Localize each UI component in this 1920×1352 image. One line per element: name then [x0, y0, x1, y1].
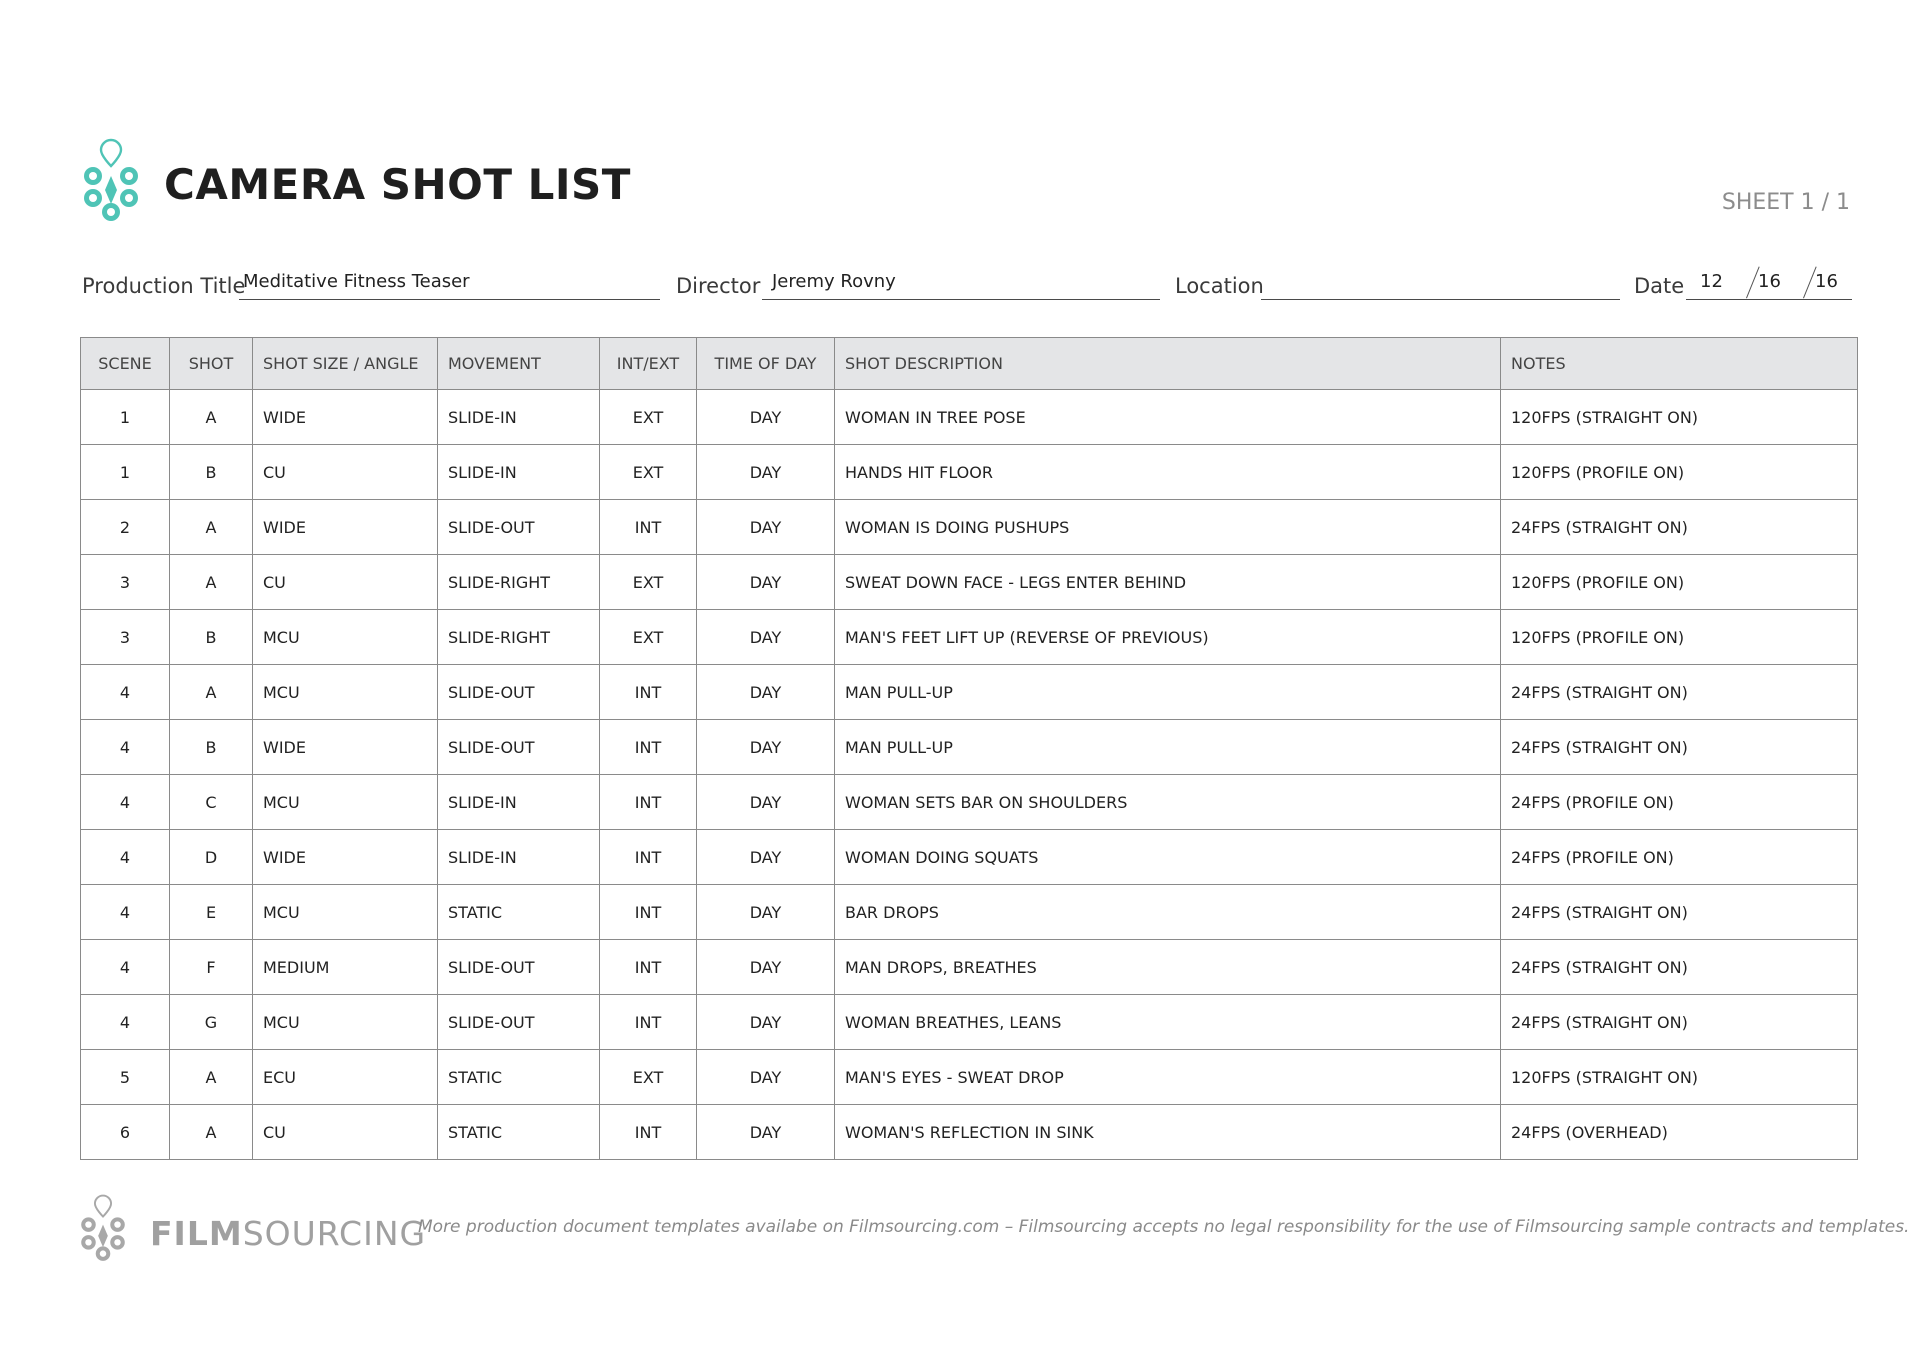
cell-int-ext: EXT — [600, 555, 697, 610]
cell-movement: SLIDE-OUT — [438, 995, 600, 1050]
production-title-label: Production Title — [82, 274, 246, 298]
table-row — [81, 775, 1858, 830]
cell-description: WOMAN IS DOING PUSHUPS — [835, 500, 1501, 555]
cell-movement: SLIDE-RIGHT — [438, 555, 600, 610]
cell-scene: 4 — [81, 940, 170, 995]
table-row — [81, 610, 1858, 665]
cell-scene: 1 — [81, 390, 170, 445]
cell-int-ext: INT — [600, 500, 697, 555]
cell-int-ext: EXT — [600, 390, 697, 445]
filmsourcing-brand — [150, 1214, 426, 1253]
date-line — [1686, 299, 1852, 300]
cell-notes: 24FPS (PROFILE ON) — [1501, 830, 1858, 885]
cell-int-ext: INT — [600, 885, 697, 940]
cell-description: WOMAN BREATHES, LEANS — [835, 995, 1501, 1050]
cell-description: WOMAN'S REFLECTION IN SINK — [835, 1105, 1501, 1160]
brand-bold: FILM — [150, 1214, 243, 1253]
table-row — [81, 940, 1858, 995]
cell-movement: SLIDE-OUT — [438, 940, 600, 995]
cell-movement: STATIC — [438, 1105, 600, 1160]
cell-notes: 120FPS (PROFILE ON) — [1501, 445, 1858, 500]
cell-shot-size: ECU — [253, 1050, 438, 1105]
table-row — [81, 500, 1858, 555]
cell-time-of-day: DAY — [697, 500, 835, 555]
cell-shot: B — [170, 720, 253, 775]
cell-movement: STATIC — [438, 885, 600, 940]
date-month: 12 — [1700, 271, 1723, 292]
cell-shot: B — [170, 445, 253, 500]
cell-scene: 5 — [81, 1050, 170, 1105]
date-label: Date — [1634, 274, 1685, 298]
cell-shot-size: MCU — [253, 665, 438, 720]
table-row — [81, 1050, 1858, 1105]
cell-shot-size: CU — [253, 555, 438, 610]
cell-notes: 24FPS (STRAIGHT ON) — [1501, 720, 1858, 775]
cell-shot-size: WIDE — [253, 720, 438, 775]
cell-scene: 4 — [81, 830, 170, 885]
cell-time-of-day: DAY — [697, 775, 835, 830]
brand-light: SOURCING — [242, 1214, 427, 1253]
col-header-time-of-day: TIME OF DAY — [697, 338, 835, 390]
cell-description: WOMAN DOING SQUATS — [835, 830, 1501, 885]
cell-description: MAN DROPS, BREATHES — [835, 940, 1501, 995]
cell-notes: 24FPS (PROFILE ON) — [1501, 775, 1858, 830]
cell-description: MAN'S FEET LIFT UP (REVERSE OF PREVIOUS) — [835, 610, 1501, 665]
cell-movement: SLIDE-IN — [438, 445, 600, 500]
cell-notes: 24FPS (STRAIGHT ON) — [1501, 995, 1858, 1050]
cell-description: WOMAN SETS BAR ON SHOULDERS — [835, 775, 1501, 830]
cell-movement: SLIDE-IN — [438, 775, 600, 830]
cell-time-of-day: DAY — [697, 720, 835, 775]
cell-scene: 4 — [81, 665, 170, 720]
cell-movement: SLIDE-IN — [438, 390, 600, 445]
col-header-shot: SHOT — [170, 338, 253, 390]
cell-description: MAN PULL-UP — [835, 720, 1501, 775]
cell-scene: 4 — [81, 995, 170, 1050]
col-header-notes: NOTES — [1501, 338, 1858, 390]
cell-shot: E — [170, 885, 253, 940]
cell-notes: 120FPS (PROFILE ON) — [1501, 555, 1858, 610]
cell-movement: SLIDE-RIGHT — [438, 610, 600, 665]
table-row — [81, 390, 1858, 445]
cell-time-of-day: DAY — [697, 665, 835, 720]
cell-shot: A — [170, 500, 253, 555]
col-header-shot-description: SHOT DESCRIPTION — [835, 338, 1501, 390]
production-title-line — [239, 299, 660, 300]
table-row — [81, 830, 1858, 885]
cell-scene: 3 — [81, 555, 170, 610]
director-value: Jeremy Rovny — [772, 271, 896, 292]
cell-notes: 24FPS (STRAIGHT ON) — [1501, 885, 1858, 940]
cell-movement: SLIDE-OUT — [438, 720, 600, 775]
cell-notes: 24FPS (STRAIGHT ON) — [1501, 665, 1858, 720]
cell-shot: D — [170, 830, 253, 885]
cell-scene: 3 — [81, 610, 170, 665]
cell-description: BAR DROPS — [835, 885, 1501, 940]
cell-scene: 1 — [81, 445, 170, 500]
production-title-value: Meditative Fitness Teaser — [243, 271, 470, 292]
cell-scene: 6 — [81, 1105, 170, 1160]
cell-scene: 4 — [81, 720, 170, 775]
table-row — [81, 1105, 1858, 1160]
col-header-shot-size: SHOT SIZE / ANGLE — [253, 338, 438, 390]
col-header-movement: MOVEMENT — [438, 338, 600, 390]
director-field[interactable] — [676, 262, 1160, 302]
cell-time-of-day: DAY — [697, 390, 835, 445]
table-header-row — [81, 338, 1858, 390]
cell-int-ext: INT — [600, 995, 697, 1050]
cell-shot-size: WIDE — [253, 390, 438, 445]
cell-notes: 120FPS (STRAIGHT ON) — [1501, 390, 1858, 445]
cell-int-ext: INT — [600, 830, 697, 885]
cell-notes: 24FPS (STRAIGHT ON) — [1501, 500, 1858, 555]
filmsourcing-footer-logo-icon — [78, 1192, 128, 1262]
cell-time-of-day: DAY — [697, 445, 835, 500]
cell-scene: 4 — [81, 885, 170, 940]
cell-description: SWEAT DOWN FACE - LEGS ENTER BEHIND — [835, 555, 1501, 610]
director-label: Director — [676, 274, 761, 298]
cell-shot-size: CU — [253, 445, 438, 500]
cell-shot-size: MCU — [253, 610, 438, 665]
col-header-int-ext: INT/EXT — [600, 338, 697, 390]
cell-time-of-day: DAY — [697, 555, 835, 610]
cell-shot: A — [170, 1050, 253, 1105]
cell-shot-size: CU — [253, 1105, 438, 1160]
production-title-field[interactable] — [82, 262, 662, 302]
table-row — [81, 885, 1858, 940]
date-day: 16 — [1758, 271, 1781, 292]
cell-shot: A — [170, 665, 253, 720]
cell-time-of-day: DAY — [697, 995, 835, 1050]
table-row — [81, 665, 1858, 720]
cell-time-of-day: DAY — [697, 940, 835, 995]
cell-movement: SLIDE-OUT — [438, 500, 600, 555]
cell-int-ext: INT — [600, 665, 697, 720]
location-field[interactable] — [1175, 262, 1620, 302]
cell-int-ext: INT — [600, 1105, 697, 1160]
cell-movement: STATIC — [438, 1050, 600, 1105]
cell-shot: A — [170, 555, 253, 610]
cell-int-ext: INT — [600, 940, 697, 995]
cell-scene: 4 — [81, 775, 170, 830]
date-field[interactable] — [1634, 262, 1852, 302]
page-title: CAMERA SHOT LIST — [164, 160, 631, 209]
cell-shot: C — [170, 775, 253, 830]
cell-time-of-day: DAY — [697, 830, 835, 885]
cell-notes: 24FPS (STRAIGHT ON) — [1501, 940, 1858, 995]
cell-time-of-day: DAY — [697, 610, 835, 665]
cell-shot: F — [170, 940, 253, 995]
cell-shot-size: MCU — [253, 775, 438, 830]
cell-description: MAN'S EYES - SWEAT DROP — [835, 1050, 1501, 1105]
cell-int-ext: EXT — [600, 445, 697, 500]
table-row — [81, 445, 1858, 500]
cell-int-ext: INT — [600, 720, 697, 775]
location-label: Location — [1175, 274, 1264, 298]
cell-description: MAN PULL-UP — [835, 665, 1501, 720]
cell-time-of-day: DAY — [697, 1050, 835, 1105]
cell-shot: A — [170, 390, 253, 445]
cell-description: WOMAN IN TREE POSE — [835, 390, 1501, 445]
cell-notes: 120FPS (STRAIGHT ON) — [1501, 1050, 1858, 1105]
cell-scene: 2 — [81, 500, 170, 555]
cell-movement: SLIDE-IN — [438, 830, 600, 885]
col-header-scene: SCENE — [81, 338, 170, 390]
date-year: 16 — [1815, 271, 1838, 292]
cell-shot: A — [170, 1105, 253, 1160]
director-line — [762, 299, 1160, 300]
sheet-number: SHEET 1 / 1 — [1721, 190, 1850, 215]
shot-list-table — [80, 337, 1858, 1160]
table-row — [81, 720, 1858, 775]
cell-time-of-day: DAY — [697, 885, 835, 940]
location-line — [1261, 299, 1620, 300]
cell-shot-size: MCU — [253, 885, 438, 940]
cell-notes: 120FPS (PROFILE ON) — [1501, 610, 1858, 665]
filmsourcing-logo-icon — [80, 136, 142, 222]
cell-time-of-day: DAY — [697, 1105, 835, 1160]
cell-int-ext: INT — [600, 775, 697, 830]
cell-notes: 24FPS (OVERHEAD) — [1501, 1105, 1858, 1160]
table-row — [81, 995, 1858, 1050]
cell-int-ext: EXT — [600, 1050, 697, 1105]
cell-shot: B — [170, 610, 253, 665]
footer-disclaimer: More production document templates availabe on Filmsourcing.com – Filmsourcing accepts no legal responsibility for the use of Filmsourcing sample contracts and templates. — [418, 1217, 1910, 1237]
table-row — [81, 555, 1858, 610]
cell-description: HANDS HIT FLOOR — [835, 445, 1501, 500]
cell-shot-size: MEDIUM — [253, 940, 438, 995]
cell-shot: G — [170, 995, 253, 1050]
cell-int-ext: EXT — [600, 610, 697, 665]
cell-movement: SLIDE-OUT — [438, 665, 600, 720]
cell-shot-size: MCU — [253, 995, 438, 1050]
cell-shot-size: WIDE — [253, 500, 438, 555]
cell-shot-size: WIDE — [253, 830, 438, 885]
